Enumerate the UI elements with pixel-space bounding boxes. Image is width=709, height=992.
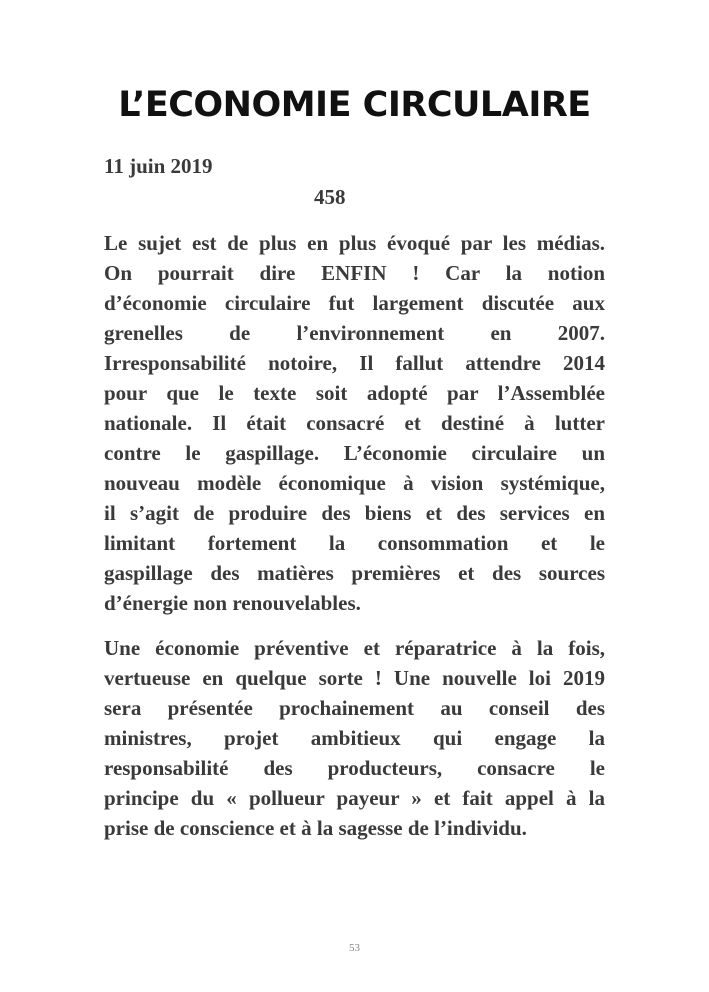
text-line: limitant fortement la consommation et le xyxy=(104,531,605,555)
text-line: On pourrait dire ENFIN ! Car la notion xyxy=(104,261,605,285)
paragraph-2 xyxy=(104,633,605,843)
text-line: il s’agit de produire des biens et des services en xyxy=(104,501,605,525)
text-line: pour que le texte soit adopté par l’Assemblée xyxy=(104,381,605,405)
text-line: d’énergie non renouvelables. xyxy=(104,591,361,615)
text-line: contre le gaspillage. L’économie circulaire un xyxy=(104,441,605,465)
page-number: 53 xyxy=(349,942,360,954)
text-line: responsabilité des producteurs, consacre le xyxy=(104,756,605,780)
text-line: Le sujet est de plus en plus évoqué par les médias. xyxy=(104,231,605,255)
text-line: nouveau modèle économique à vision systémique, xyxy=(104,471,605,495)
text-line: principe du « pollueur payeur » et fait appel à la xyxy=(104,786,605,810)
text-line: sera présentée prochainement au conseil des xyxy=(104,696,605,720)
text-line: nationale. Il était consacré et destiné à lutter xyxy=(104,411,605,435)
text-line: gaspillage des matières premières et des sources xyxy=(104,561,605,585)
text-line: vertueuse en quelque sorte ! Une nouvelle loi 2019 xyxy=(104,666,605,690)
text-line: Une économie préventive et réparatrice à la fois, xyxy=(104,636,605,660)
text-line: grenelles de l’environnement en 2007. xyxy=(104,321,605,345)
text-line: prise de conscience et à la sagesse de l’individu. xyxy=(104,816,527,840)
article-date: 11 juin 2019 xyxy=(104,154,213,178)
page-title: L’ECONOMIE CIRCULAIRE xyxy=(118,85,591,125)
paragraph-1 xyxy=(104,228,605,618)
text-line: Irresponsabilité notoire, Il fallut attendre 2014 xyxy=(104,351,605,375)
article-number: 458 xyxy=(314,185,346,209)
text-line: ministres, projet ambitieux qui engage la xyxy=(104,726,605,750)
text-line: d’économie circulaire fut largement discutée aux xyxy=(104,291,605,315)
